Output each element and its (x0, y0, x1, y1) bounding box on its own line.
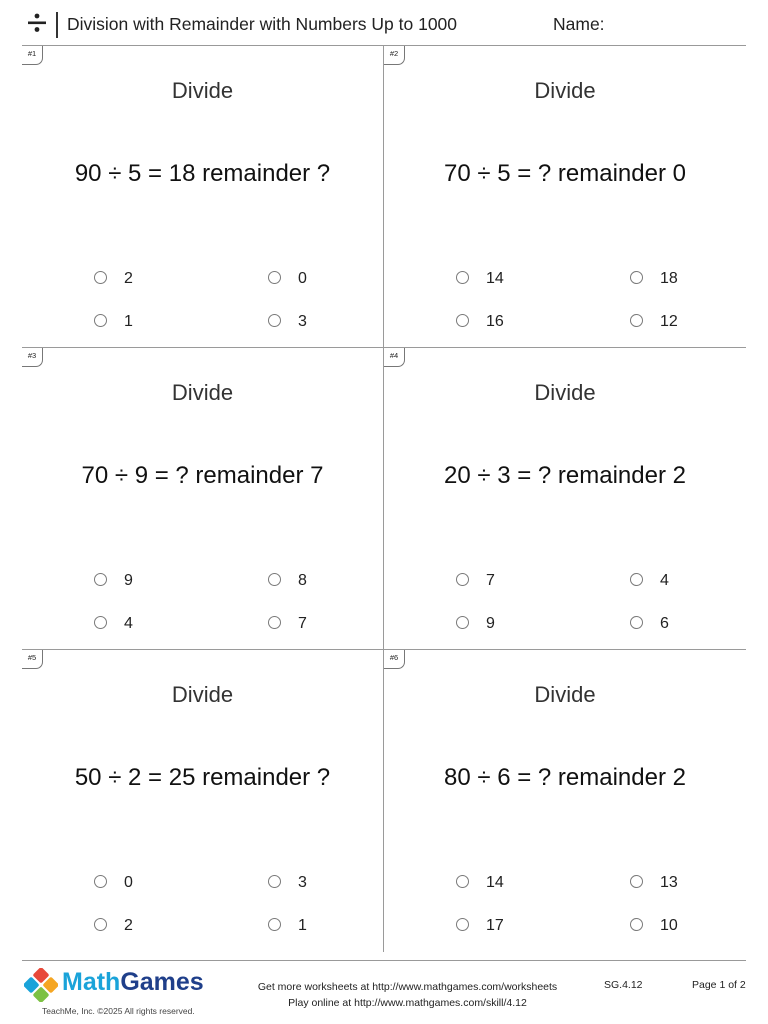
answer-option-label: 1 (298, 917, 307, 934)
answer-option-label: 4 (124, 615, 133, 632)
header-separator (56, 12, 58, 38)
answer-option-label: 4 (660, 572, 669, 589)
problem-card (384, 348, 746, 650)
answer-option-label: 3 (298, 874, 307, 891)
answer-option-label: 0 (124, 874, 133, 891)
answer-option-label: 12 (660, 313, 678, 330)
answer-option-label: 18 (660, 270, 678, 287)
skill-code: SG.4.12 (604, 979, 643, 991)
radio-button[interactable] (630, 918, 643, 931)
logo-math: Math (62, 968, 121, 996)
answer-option-label: 2 (124, 270, 133, 287)
problem-instruction: Divide (534, 682, 596, 707)
problem-card (22, 46, 384, 348)
logo-games: Games (120, 968, 204, 996)
radio-button[interactable] (94, 918, 107, 931)
answer-option-label: 16 (486, 313, 504, 330)
radio-button[interactable] (630, 271, 643, 284)
footer-divider (22, 960, 746, 961)
problem-card (22, 348, 384, 650)
radio-button[interactable] (94, 875, 107, 888)
problem-card (384, 650, 746, 952)
problem-instruction: Divide (171, 78, 234, 103)
answer-option-label: 7 (298, 615, 307, 632)
radio-button[interactable] (630, 573, 643, 586)
answer-option-label: 7 (486, 572, 495, 589)
page-number: Page 1 of 2 (692, 979, 746, 991)
problem-instruction: Divide (534, 78, 596, 103)
play-online-link-text[interactable]: Play online at http://www.mathgames.com/skill/4.12 (288, 997, 527, 1009)
answer-option-label: 0 (298, 270, 307, 287)
problem-instruction: Divide (534, 380, 596, 405)
problem-number-badge: #3 (22, 348, 43, 367)
footer-links (220, 979, 595, 1011)
problem-equation: 70 ÷ 9 = ? remainder 7 (81, 462, 324, 489)
radio-button[interactable] (94, 314, 107, 327)
radio-button[interactable] (268, 573, 281, 586)
radio-button[interactable] (94, 573, 107, 586)
radio-button[interactable] (456, 875, 469, 888)
problem-equation: 70 ÷ 5 = ? remainder 0 (444, 160, 686, 187)
radio-button[interactable] (268, 918, 281, 931)
problem-number-badge: #6 (384, 650, 405, 669)
answer-option-label: 9 (124, 572, 133, 589)
radio-button[interactable] (94, 271, 107, 284)
answer-option-label: 1 (124, 313, 133, 330)
problem-grid (22, 46, 746, 954)
answer-option-label: 2 (124, 917, 133, 934)
radio-button[interactable] (456, 271, 469, 284)
radio-button[interactable] (268, 875, 281, 888)
worksheet-header (0, 0, 768, 48)
problem-number-badge: #5 (22, 650, 43, 669)
answer-option-label: 10 (660, 917, 678, 934)
radio-button[interactable] (456, 314, 469, 327)
answer-option-label: 8 (298, 572, 307, 589)
problem-equation: 90 ÷ 5 = 18 remainder ? (74, 160, 331, 187)
radio-button[interactable] (456, 918, 469, 931)
mathgames-logo-icon (24, 968, 58, 1002)
problem-equation: 20 ÷ 3 = ? remainder 2 (444, 462, 686, 489)
answer-option-label: 17 (486, 917, 504, 934)
problem-equation: 50 ÷ 2 = 25 remainder ? (74, 764, 331, 791)
problem-card (22, 650, 384, 952)
radio-button[interactable] (630, 616, 643, 629)
problem-number-badge: #1 (22, 46, 43, 65)
answer-option-label: 9 (486, 615, 495, 632)
logo-wordmark (62, 968, 204, 997)
problem-instruction: Divide (171, 380, 234, 405)
answer-option-label: 14 (486, 874, 504, 891)
radio-button[interactable] (630, 875, 643, 888)
problem-instruction: Divide (171, 682, 234, 707)
worksheets-link-text[interactable]: Get more worksheets at http://www.mathgames.com/worksheets (257, 981, 558, 993)
division-sign-icon (26, 10, 48, 36)
worksheet-title: Division with Remainder with Numbers Up to 1000 (67, 14, 458, 34)
answer-option-label: 13 (660, 874, 678, 891)
radio-button[interactable] (268, 271, 281, 284)
problem-card (384, 46, 746, 348)
copyright: TeachMe, Inc. ©2025 All rights reserved. (42, 1006, 195, 1016)
radio-button[interactable] (456, 573, 469, 586)
problem-number-badge: #4 (384, 348, 405, 367)
radio-button[interactable] (268, 616, 281, 629)
problem-equation: 80 ÷ 6 = ? remainder 2 (444, 764, 686, 791)
answer-option-label: 6 (660, 615, 669, 632)
problem-number-badge: #2 (384, 46, 405, 65)
radio-button[interactable] (630, 314, 643, 327)
radio-button[interactable] (456, 616, 469, 629)
mathgames-logo (24, 966, 224, 1018)
name-label: Name: (553, 14, 605, 34)
answer-option-label: 3 (298, 313, 307, 330)
radio-button[interactable] (94, 616, 107, 629)
answer-option-label: 14 (486, 270, 504, 287)
radio-button[interactable] (268, 314, 281, 327)
